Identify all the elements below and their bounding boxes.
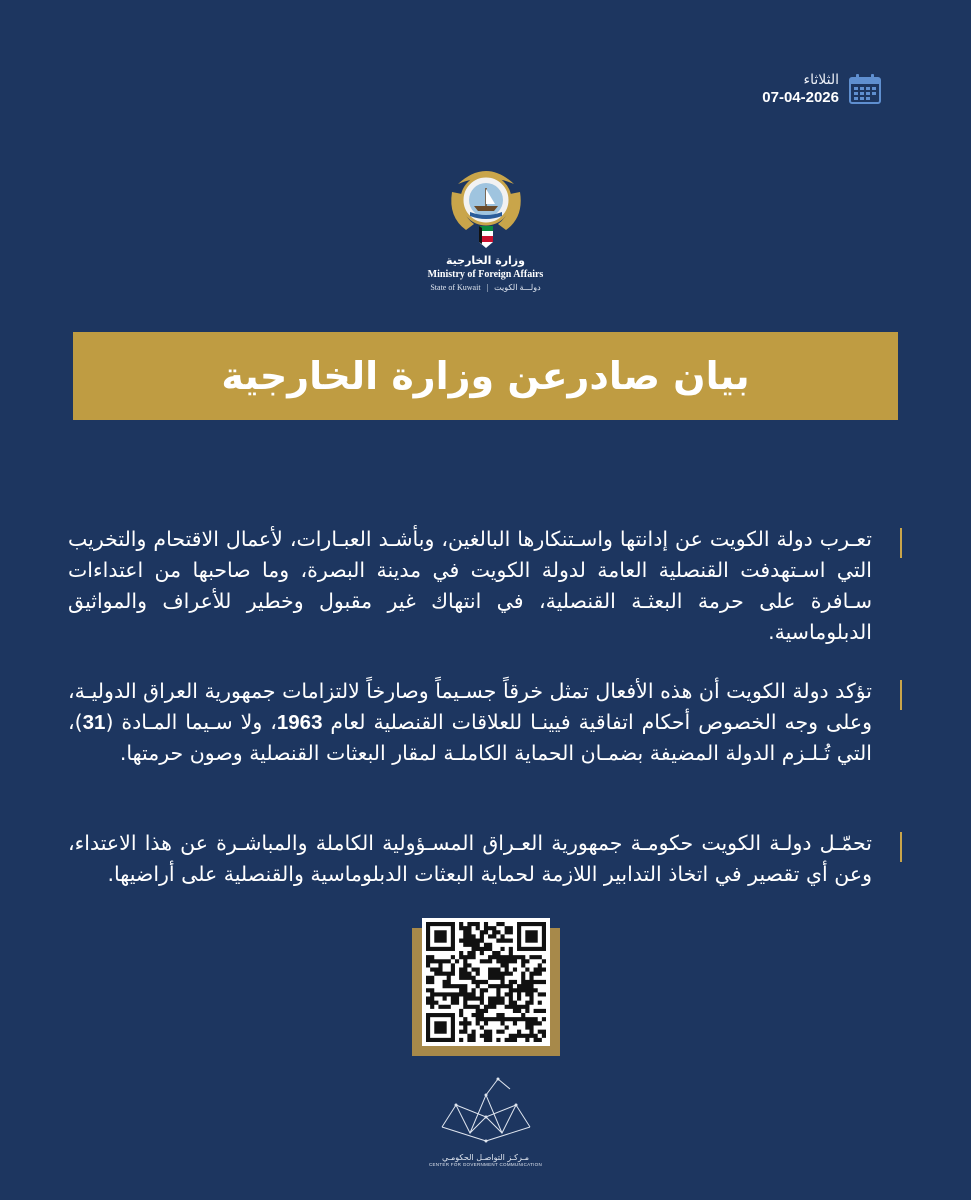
article-number: 31 bbox=[82, 711, 106, 734]
ministry-name-ar: وزارة الخارجية bbox=[446, 254, 525, 267]
cgc-name-en: CENTER FOR GOVERNMENT COMMUNICATION bbox=[428, 1162, 543, 1167]
paragraph-3: تحمّـل دولـة الكويت حكومـة جمهورية العـراق المسـؤولية الكاملة والمباشـرة عن هذا الاعتداء، وعن أي تقصير في اتخاذ التدابير اللازمة لحماية البعثات الدبلوماسية والقنصلية على أراضيها. bbox=[68, 828, 886, 890]
cgc-name-ar: مـركـز التواصـل الحكومـي bbox=[442, 1153, 529, 1162]
date-text bbox=[762, 72, 839, 107]
qr-code[interactable] bbox=[422, 918, 550, 1046]
paragraph-2-part-b: ، ولا سـيما المـادة ( bbox=[105, 710, 277, 734]
state-row bbox=[430, 283, 540, 292]
cgc-logo bbox=[0, 1075, 971, 1167]
paragraph-2-part-c: )، التي تُـلـزم الدولة المضيفة بضمـان الحماية الكاملـة لمقار البعثات القنصلية وصون حرمتها. bbox=[68, 710, 872, 765]
calendar-icon bbox=[849, 74, 881, 104]
convention-year: 1963 bbox=[276, 711, 323, 734]
statement-title: بيان صادرعن وزارة الخارجية bbox=[221, 354, 750, 398]
paragraph-1: تعـرب دولة الكويت عن إدانتها واسـتنكارها البالغين، وبأشـد العبـارات، لأعمال الاقتحام والتخريب التي اسـتهدفت القنصلية العامة لدولة الكويت في مدينة البصرة، وما صاحبها من اعتداءات سـافرة على حرمة البعثـة القنصلية، في انتهاك غير مقبول وخطير للأعراف والمواثيق الدبلوماسية. bbox=[68, 524, 886, 648]
state-name-ar: دولـــة الكويت bbox=[494, 283, 541, 292]
date-value: 07-04-2026 bbox=[762, 88, 839, 106]
paragraph-2-part-a: تؤكد دولة الكويت أن هذه الأفعال تمثل خرقاً جسـيماً وصارخاً لالتزامات جمهورية العراق الدوليـة، وعلى وجه الخصوص أحكام اتفاقية فيينـا للعلاقات القنصلية لعام bbox=[68, 679, 873, 734]
title-banner bbox=[73, 332, 898, 420]
ministry-logo bbox=[0, 162, 971, 292]
qr-code-block bbox=[412, 918, 560, 1056]
date-block bbox=[762, 72, 881, 107]
cgc-emblem-icon bbox=[436, 1075, 536, 1151]
day-name: الثلاثاء bbox=[803, 72, 839, 88]
ministry-name-en: Ministry of Foreign Affairs bbox=[427, 269, 544, 280]
paragraph-2 bbox=[68, 676, 886, 769]
state-separator: | bbox=[486, 283, 489, 292]
qr-code-icon bbox=[422, 918, 550, 1046]
kuwait-emblem-icon bbox=[444, 162, 528, 250]
state-name-en: State of Kuwait bbox=[430, 283, 481, 292]
